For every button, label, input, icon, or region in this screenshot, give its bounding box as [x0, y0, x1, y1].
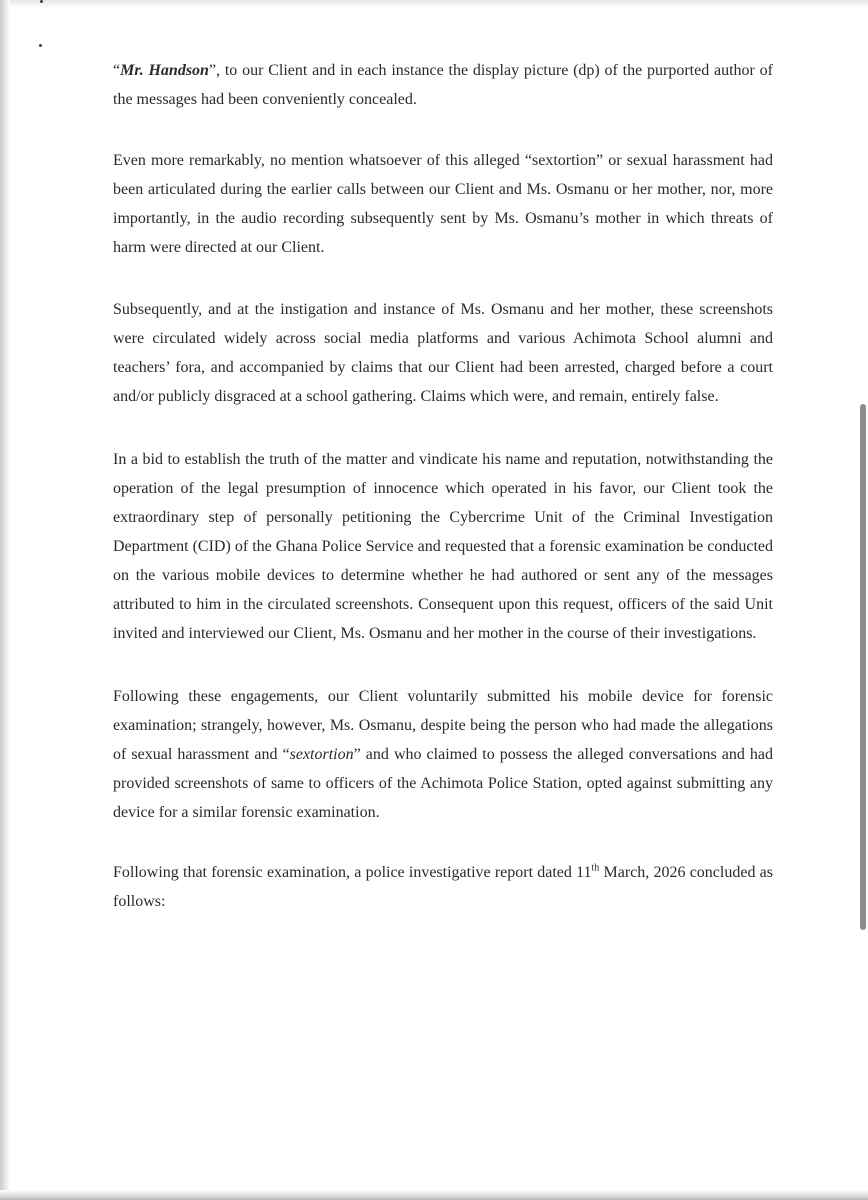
quoted-name: Mr. Handson [120, 62, 209, 79]
quote-open: “ [113, 62, 121, 79]
paragraph-6-text-b: March, 2026 concluded as follows: [113, 864, 773, 910]
scan-speck [40, 0, 43, 3]
paragraph-6-text-a: Following that forensic examination, a police investigative report dated 11 [113, 864, 592, 881]
ordinal-suffix: th [591, 862, 600, 874]
paragraph-3: Subsequently, and at the instigation and instance of Ms. Osmanu and her mother, these screenshots were circulated widely across social media platforms and various Achimota School alumni and teachers’ fora, and accompanied by claims that our Client had been arrested, charged before a court and/or publicly disgraced at a school gathering. Claims which were, and remain, entirely false. [113, 301, 773, 405]
scrollbar-thumb[interactable] [860, 404, 866, 930]
paragraph-5 [113, 682, 773, 827]
paragraph-5-text-b: ” and who claimed to possess the alleged conversations and had provided screenshots of same to officers of the Achimota Police Station, opted against submitting any device for a similar forensic examination. [113, 746, 773, 821]
page-bottom-shadow [0, 1190, 868, 1200]
paragraph-2: Even more remarkably, no mention whatsoever of this alleged “sextortion” or sexual harassment had been articulated during the earlier calls between our Client and Ms. Osmanu or her mother, nor, more importantly, in the audio recording subsequently sent by Ms. Osmanu’s mother in which threats of harm were directed at our Client. [113, 152, 773, 256]
scan-speck [39, 44, 42, 47]
scrollbar[interactable] [856, 0, 868, 1200]
letter-body [113, 56, 773, 946]
paragraph-1 [113, 56, 773, 114]
page-left-shadow [0, 0, 10, 1200]
paragraph-6 [113, 858, 773, 916]
paragraph-1-text: ”, to our Client and in each instance the display picture (dp) of the purported author of the messages had been conveniently concealed. [113, 62, 773, 108]
page-top-shadow [0, 0, 868, 8]
paragraph-5-text-a: Following these engagements, our Client voluntarily submitted his mobile device for forensic examination; strangely, however, Ms. Osmanu, despite being the person who had made the allegations of sexual harassment and “ [113, 688, 773, 763]
italic-term: sextortion [289, 746, 354, 763]
paragraph-4: In a bid to establish the truth of the matter and vindicate his name and reputation, notwithstanding the operation of the legal presumption of innocence which operated in his favor, our Client took the extraordinary step of personally petitioning the Cybercrime Unit of the Criminal Investigation Department (CID) of the Ghana Police Service and requested that a forensic examination be conducted on the various mobile devices to determine whether he had authored or sent any of the messages attributed to him in the circulated screenshots. Consequent upon this request, officers of the said Unit invited and interviewed our Client, Ms. Osmanu and her mother in the course of their investigations. [113, 451, 773, 642]
